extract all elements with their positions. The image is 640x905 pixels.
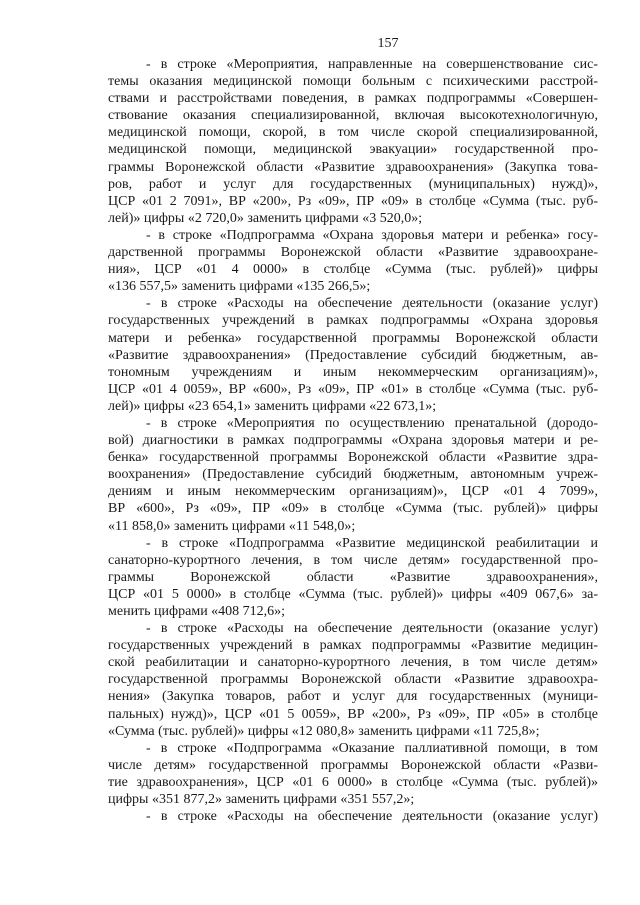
- text-line: темы оказания медицинской помощи больным с психическими расстрой-: [108, 74, 598, 90]
- text-line: - в строке «Расходы на обеспечение деятельности (оказание услуг): [146, 809, 598, 825]
- paragraph: [108, 620, 598, 740]
- text-line: - в строке «Подпрограмма «Оказание паллиативной помощи, в том: [146, 740, 598, 756]
- text-line: «136 557,5» заменить цифрами «135 266,5»;: [108, 279, 371, 295]
- text-line: санаторно-курортного лечения, в том числе детям» государственной про-: [108, 552, 598, 568]
- text-line: нения» (Закупка товаров, работ и услуг для государственных (муници-: [108, 689, 598, 705]
- text-line: «Развитие здравоохранения» (Предоставление субсидий бюджетным, ав-: [108, 347, 598, 363]
- text-line: ствование оказания специализированной, включая высокотехнологичную,: [108, 108, 598, 124]
- text-line: ствами и расстройствами поведения, в рамках подпрограммы «Совершен-: [108, 91, 598, 107]
- text-line: числе детям» государственной программы Воронежской области «Разви-: [108, 757, 598, 773]
- text-line: лей)» цифры «23 654,1» заменить цифрами «22 673,1»;: [108, 398, 437, 414]
- text-line: - в строке «Мероприятия по осуществлению пренатальной (дородо-: [146, 415, 598, 431]
- text-line: - в строке «Подпрограмма «Охрана здоровья матери и ребенка» госу-: [146, 227, 598, 243]
- text-line: дарственной программы Воронежской области «Развитие здравоохране-: [108, 245, 598, 261]
- paragraph: [108, 56, 598, 227]
- paragraph: [108, 295, 598, 415]
- text-line: граммы Воронежской области «Развитие здравоохранения»,: [108, 569, 598, 585]
- text-line: государственных учреждений в рамках подпрограммы «Охрана здоровья: [108, 313, 598, 329]
- paragraph: [108, 808, 598, 825]
- text-line: ЦСР «01 2 7091», ВР «200», Рз «09», ПР «09» в столбце «Сумма (тыс. руб-: [108, 193, 598, 209]
- text-line: тономным учреждениям и иным некоммерческим организациям)»,: [108, 364, 598, 380]
- text-line: «11 858,0» заменить цифрами «11 548,0»;: [108, 518, 356, 534]
- text-line: государственных учреждений в рамках подпрограммы «Развитие медицин-: [108, 638, 598, 654]
- text-line: - в строке «Подпрограмма «Развитие медицинской реабилитации и: [146, 535, 598, 551]
- text-line: цифры «351 877,2» заменить цифрами «351 557,2»;: [108, 792, 415, 808]
- text-line: медицинской помощи, медицинской эвакуации» государственной про-: [108, 142, 598, 158]
- text-line: вой) диагностики в рамках подпрограммы «Охрана здоровья матери и ре-: [108, 433, 598, 449]
- text-line: тие здравоохранения», ЦСР «01 6 0000» в столбце «Сумма (тыс. рублей)»: [108, 774, 598, 790]
- text-line: дениям и иным некоммерческим организациям)», ЦСР «01 4 7099»,: [108, 484, 598, 500]
- page-number: 157: [377, 36, 399, 51]
- text-line: ров, работ и услуг для государственных (муниципальных) нужд)»,: [108, 176, 598, 192]
- text-line: менить цифрами «408 712,6»;: [108, 604, 286, 619]
- document-body: [108, 56, 598, 825]
- text-line: матери и ребенка» государственной программы Воронежской области: [108, 330, 598, 346]
- paragraph: [108, 740, 598, 808]
- text-line: ния», ЦСР «01 4 0000» в столбце «Сумма (тыс. рублей)» цифры: [108, 262, 598, 278]
- text-line: лей)» цифры «2 720,0» заменить цифрами «3 520,0»;: [108, 210, 423, 226]
- text-line: ВР «600», Рз «09», ПР «09» в столбце «Сумма (тыс. рублей)» цифры: [108, 501, 598, 517]
- paragraph: [108, 415, 598, 535]
- text-line: государственной программы Воронежской области «Развитие здравоохра-: [108, 672, 598, 688]
- text-line: бенка» государственной программы Воронежской области «Развитие здра-: [108, 450, 598, 466]
- text-line: пальных) нужд)», ЦСР «01 5 0059», ВР «200», Рз «09», ПР «05» в столбце: [108, 706, 598, 722]
- text-line: воохранения» (Предоставление субсидий бюджетным, автономным учреж-: [108, 467, 598, 483]
- text-line: - в строке «Расходы на обеспечение деятельности (оказание услуг): [146, 621, 598, 637]
- text-line: - в строке «Расходы на обеспечение деятельности (оказание услуг): [146, 296, 598, 312]
- text-line: ской реабилитации и санаторно-курортного лечения, в том числе детям»: [108, 655, 598, 671]
- text-line: - в строке «Мероприятия, направленные на совершенствование сис-: [146, 57, 598, 72]
- text-line: граммы Воронежской области «Развитие здравоохранения» (Закупка това-: [108, 159, 598, 175]
- text-line: медицинской помощи, скорой, в том числе скорой специализированной,: [108, 125, 598, 141]
- text-line: ЦСР «01 5 0000» в столбце «Сумма (тыс. рублей)» цифры «409 067,6» за-: [108, 586, 598, 602]
- text-line: ЦСР «01 4 0059», ВР «600», Рз «09», ПР «01» в столбце «Сумма (тыс. руб-: [108, 381, 598, 397]
- text-line: «Сумма (тыс. рублей)» цифры «12 080,8» заменить цифрами «11 725,8»;: [108, 723, 540, 739]
- paragraph: [108, 227, 598, 295]
- paragraph: [108, 535, 598, 620]
